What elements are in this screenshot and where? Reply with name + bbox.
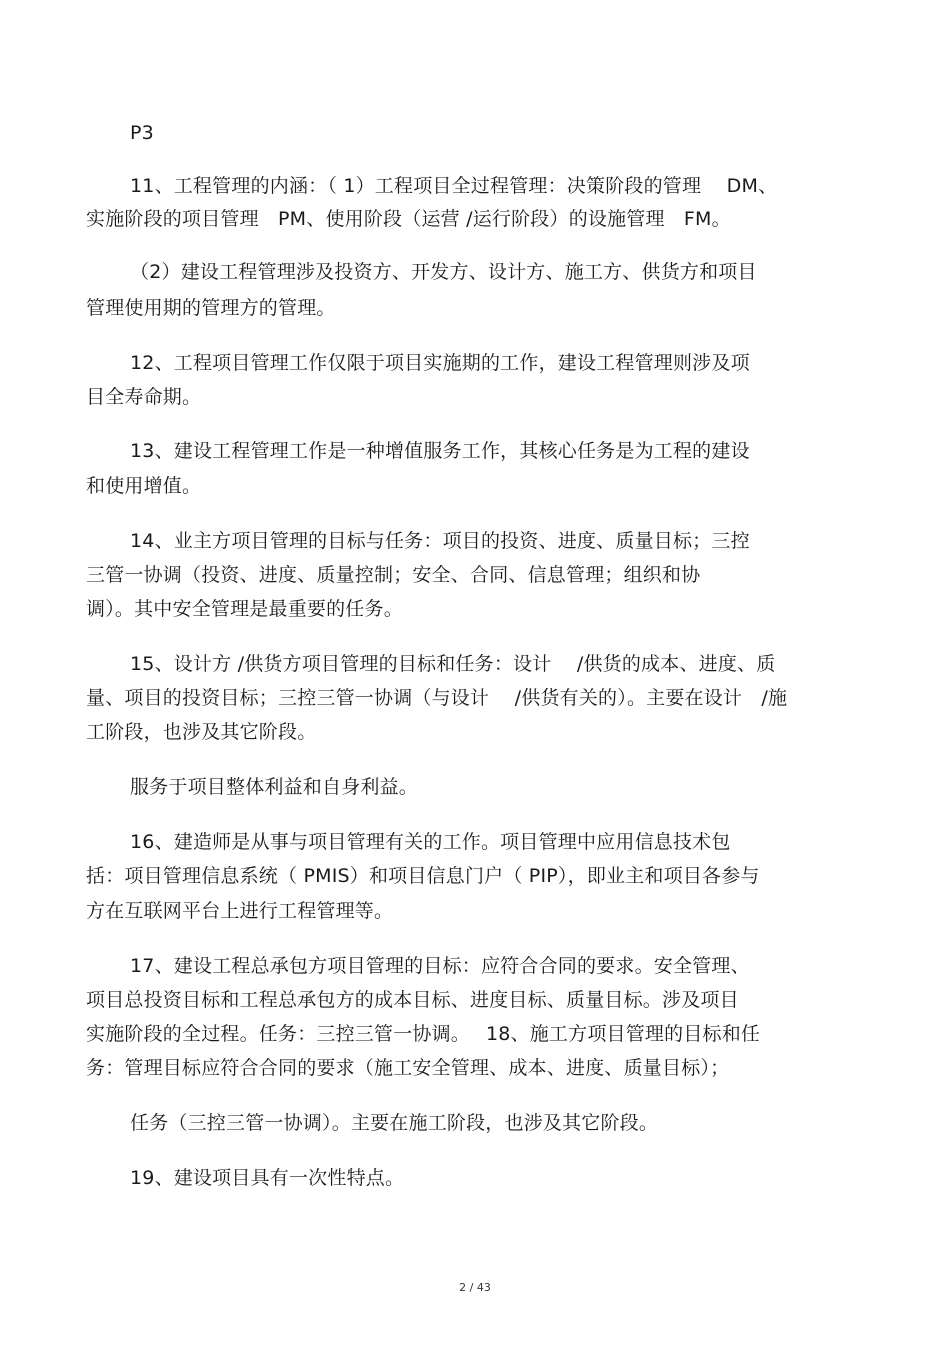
- paragraph-11-line-2: 实施阶段的项目管理 PM、使用阶段（运营 /运行阶段）的设施管理 FM。: [86, 208, 731, 230]
- paragraph-11b-line-1: （2）建设工程管理涉及投资方、开发方、设计方、施工方、供货方和项目: [130, 261, 757, 283]
- paragraph-11b-line-2: 管理使用期的管理方的管理。: [86, 297, 336, 319]
- paragraph-15-line-2: 量、项目的投资目标；三控三管一协调（与设计 /供货有关的）。主要在设计 /施: [86, 687, 788, 709]
- page-separator: /: [469, 1281, 474, 1294]
- paragraph-17-line-4: 务：管理目标应符合合同的要求（施工安全管理、成本、进度、质量目标）；: [86, 1057, 730, 1079]
- paragraph-16-line-3: 方在互联网平台上进行工程管理等。: [86, 900, 394, 922]
- paragraph-17-line-1: 17、建设工程总承包方项目管理的目标：应符合合同的要求。安全管理、: [130, 955, 750, 977]
- paragraph-12-line-2: 目全寿命期。: [86, 386, 202, 408]
- paragraph-14-line-3: 调）。其中安全管理是最重要的任务。: [86, 598, 403, 620]
- paragraph-16-line-1: 16、建造师是从事与项目管理有关的工作。项目管理中应用信息技术包: [130, 831, 731, 853]
- paragraph-14-line-2: 三管一协调（投资、进度、质量控制；安全、合同、信息管理；组织和协: [86, 564, 701, 586]
- page-footer: [0, 1281, 950, 1295]
- total-pages: 43: [476, 1281, 491, 1294]
- paragraph-19-line-1: 19、建设项目具有一次性特点。: [130, 1167, 405, 1189]
- paragraph-17-line-3: 实施阶段的全过程。任务：三控三管一协调。 18、施工方项目管理的目标和任: [86, 1023, 761, 1045]
- paragraph-11-line-1: 11、工程管理的内涵：（ 1）工程项目全过程管理：决策阶段的管理 DM、: [130, 175, 778, 197]
- page-number: 2: [459, 1281, 467, 1294]
- paragraph-15-line-3: 工阶段，也涉及其它阶段。: [86, 721, 317, 743]
- paragraph-service-line-1: 服务于项目整体利益和自身利益。: [130, 776, 419, 798]
- paragraph-17-line-2: 项目总投资目标和工程总承包方的成本目标、进度目标、质量目标。涉及项目: [86, 989, 739, 1011]
- paragraph-16-line-2: 括：项目管理信息系统（ PMIS）和项目信息门户（ PIP），即业主和项目各参与: [86, 865, 760, 887]
- paragraph-13-line-1: 13、建设工程管理工作是一种增值服务工作，其核心任务是为工程的建设: [130, 440, 750, 462]
- paragraph-12-line-1: 12、工程项目管理工作仅限于项目实施期的工作，建设工程管理则涉及项: [130, 352, 750, 374]
- page-label: P3: [130, 122, 154, 144]
- paragraph-13-line-2: 和使用增值。: [86, 475, 202, 497]
- paragraph-14-line-1: 14、业主方项目管理的目标与任务：项目的投资、进度、质量目标；三控: [130, 530, 750, 552]
- paragraph-15-line-1: 15、设计方 /供货方项目管理的目标和任务：设计 /供货的成本、进度、质: [130, 653, 776, 675]
- paragraph-task-line-1: 任务（三控三管一协调）。主要在施工阶段，也涉及其它阶段。: [130, 1112, 659, 1134]
